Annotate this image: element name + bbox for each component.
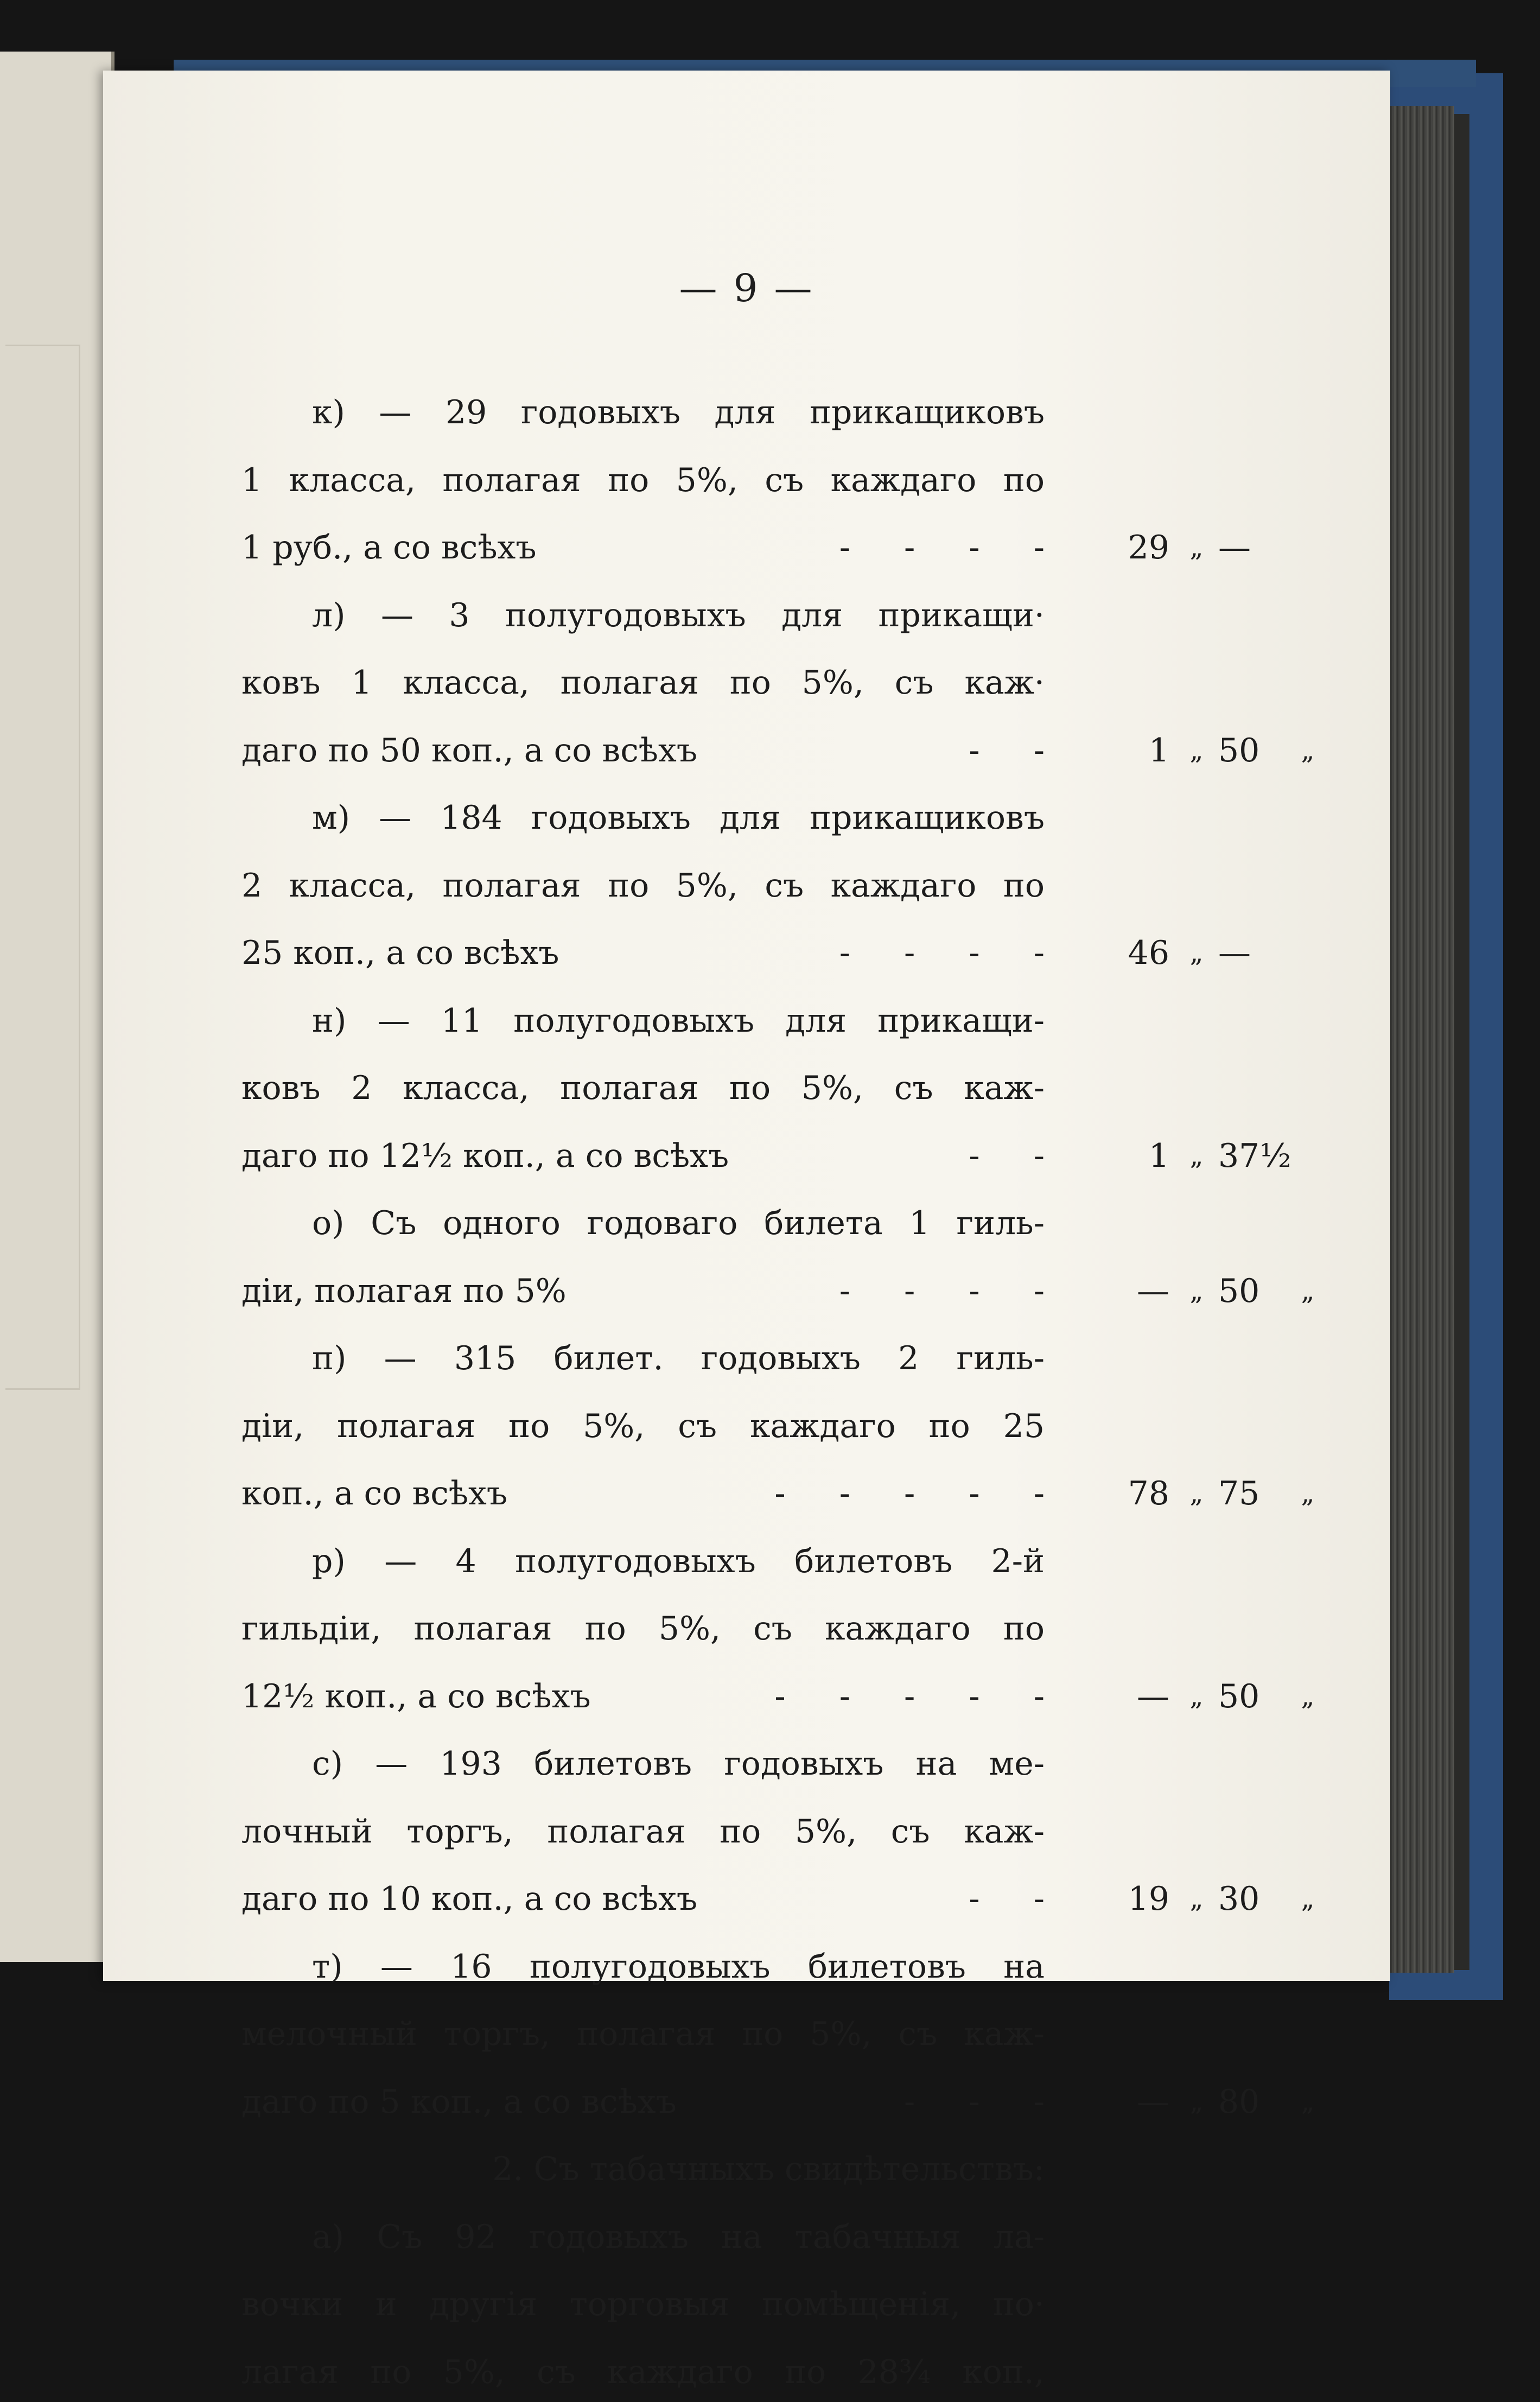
text-line: [241, 1667, 1315, 1726]
ditto-mark: „: [1301, 2086, 1315, 2117]
amount-rubles: 1: [1148, 731, 1169, 770]
amount-rubles: 1: [1148, 1136, 1169, 1175]
line-text: мелочный торгъ, полагая по 5%, съ каж-: [241, 2015, 1045, 2053]
leader-dashes: - - - -: [839, 934, 1045, 972]
line-text: вочки и другія торговыя помѣщенія, по·: [241, 2285, 1045, 2323]
leader-dashes: - -: [969, 1880, 1045, 1918]
amount-kopecks: 37½: [1218, 1136, 1291, 1175]
line-text: а) Съ 92 годовыхъ на табачныя ла-: [312, 2217, 1045, 2256]
line-text: гильдіи, полагая по 5%, съ каждаго по: [241, 1610, 1045, 1648]
text-line: [241, 1126, 1291, 1186]
line-text: н) — 11 полугодовыхъ для прикащи-: [312, 1001, 1045, 1040]
amount-kopecks: 50: [1218, 731, 1260, 770]
line-text: ковъ 1 класса, полагая по 5%, съ каж·: [241, 664, 1045, 702]
text-line: [241, 991, 1272, 1051]
left-page-frame: [5, 345, 80, 1390]
text-line: [241, 1464, 1315, 1523]
text-line: [241, 1329, 1272, 1388]
line-text: даго по 12½ коп., а со всѣхъ: [241, 1136, 729, 1175]
amount-rubles: 29: [1128, 529, 1169, 567]
text-line: [241, 1396, 1272, 1456]
line-text: даго по 50 коп., а со всѣхъ: [241, 731, 697, 770]
line-text: діи, полагая по 5%: [241, 1272, 567, 1310]
line-text: коп., а со всѣхъ: [241, 1475, 508, 1513]
text-line: [241, 2072, 1315, 2132]
ditto-mark: „: [1189, 1275, 1204, 1306]
text-line: [241, 1193, 1272, 1253]
ditto-mark: „: [1301, 735, 1315, 766]
line-text: 12½ коп., а со всѣхъ: [241, 1677, 591, 1715]
amount-kopecks: —: [1218, 529, 1251, 567]
leader-dashes: - - - -: [839, 1272, 1045, 1310]
ditto-mark: „: [1301, 1275, 1315, 1306]
line-text: к) — 29 годовыхъ для прикащиковъ: [312, 393, 1045, 431]
text-line: [241, 653, 1272, 713]
leader-dashes: - - - - -: [774, 1475, 1045, 1513]
amount-rubles: 46: [1128, 934, 1169, 972]
text-line: [241, 2004, 1272, 2064]
text-line: [241, 518, 1272, 577]
amount-rubles: 19: [1128, 1880, 1169, 1918]
ditto-mark: „: [1189, 2086, 1204, 2117]
ditto-mark: „: [1189, 1884, 1204, 1914]
amount-kopecks: 50: [1218, 1272, 1260, 1310]
leader-dashes: - - - - -: [774, 1677, 1045, 1715]
line-text: о) Съ одного годоваго билета 1 гиль-: [312, 1204, 1045, 1242]
ditto-mark: „: [1301, 1884, 1315, 1914]
ditto-mark: „: [1301, 1681, 1315, 1712]
line-text: даго по 5 коп., а со всѣхъ: [241, 2082, 677, 2121]
ditto-mark: „: [1189, 532, 1204, 563]
text-line: [241, 1058, 1272, 1118]
text-line: [241, 856, 1272, 916]
text-line: [241, 450, 1272, 510]
amount-rubles: —: [1137, 1677, 1169, 1715]
text-line: [241, 1869, 1315, 1929]
text-line: [241, 1599, 1272, 1658]
ditto-mark: „: [1301, 1478, 1315, 1509]
book-page: [103, 71, 1390, 2391]
section-heading: 2. Съ табачныхъ свидѣтельствъ:: [492, 2150, 1045, 2188]
ditto-mark: „: [1189, 1478, 1204, 1509]
line-text: с) — 193 билетовъ годовыхъ на ме-: [312, 1745, 1045, 1783]
line-text: л) — 3 полугодовыхъ для прикащи·: [312, 596, 1045, 634]
line-text: п) — 315 билет. годовыхъ 2 гиль-: [312, 1339, 1045, 1377]
text-line: [241, 2207, 1272, 2267]
line-text: р) — 4 полугодовыхъ билетовъ 2-й: [312, 1542, 1045, 1580]
line-text: 25 коп., а со всѣхъ: [241, 934, 559, 972]
leader-dashes: - - -: [904, 2082, 1045, 2121]
text-line: [241, 586, 1272, 645]
line-text: ковъ 2 класса, полагая по 5%, съ каж-: [241, 1069, 1045, 1107]
text-line: [241, 2274, 1272, 2334]
page-number: — 9 —: [679, 266, 814, 310]
text-line: [241, 923, 1272, 983]
ditto-mark: „: [1189, 735, 1204, 766]
line-text: діи, полагая по 5%, съ каждаго по 25: [241, 1407, 1045, 1445]
left-page: [0, 52, 114, 1962]
amount-kopecks: 30: [1218, 1880, 1260, 1918]
amount-rubles: 78: [1128, 1475, 1169, 1513]
amount-kopecks: 80: [1218, 2082, 1260, 2121]
text-line: [241, 1734, 1272, 1794]
ditto-mark: „: [1189, 938, 1204, 968]
leader-dashes: - -: [969, 731, 1045, 770]
line-text: лагая по 5%, съ каждаго по 28¾ коп.,: [241, 2353, 1045, 2391]
ditto-mark: „: [1189, 1140, 1204, 1171]
amount-kopecks: 50: [1218, 1677, 1260, 1715]
text-line: [241, 721, 1315, 780]
ditto-mark: „: [1189, 1681, 1204, 1712]
text-line: [241, 1937, 1272, 1997]
text-line: [241, 1532, 1272, 1591]
page-edges: [1386, 106, 1454, 1973]
leader-dashes: - - - -: [839, 529, 1045, 567]
text-line: [241, 1802, 1272, 1861]
line-text: 1 руб., а со всѣхъ: [241, 529, 537, 567]
text-line: [241, 383, 1272, 442]
line-text: 2 класса, полагая по 5%, съ каждаго по: [241, 866, 1045, 905]
line-text: т) — 16 полугодовыхъ билетовъ на: [312, 1947, 1045, 1986]
amount-rubles: —: [1137, 1272, 1169, 1310]
text-line: [241, 1261, 1315, 1321]
text-line: [241, 2342, 1272, 2402]
amount-rubles: —: [1137, 2082, 1169, 2121]
amount-kopecks: —: [1218, 934, 1251, 972]
amount-kopecks: 75: [1218, 1475, 1260, 1513]
line-text: даго по 10 коп., а со всѣхъ: [241, 1880, 697, 1918]
line-text: 1 класса, полагая по 5%, съ каждаго по: [241, 461, 1045, 499]
text-line: [241, 788, 1272, 848]
page-edges-dark: [1454, 114, 1469, 1970]
line-text: лочный торгъ, полагая по 5%, съ каж-: [241, 1812, 1045, 1851]
leader-dashes: - -: [969, 1136, 1045, 1175]
line-text: м) — 184 годовыхъ для прикащиковъ: [312, 799, 1045, 837]
